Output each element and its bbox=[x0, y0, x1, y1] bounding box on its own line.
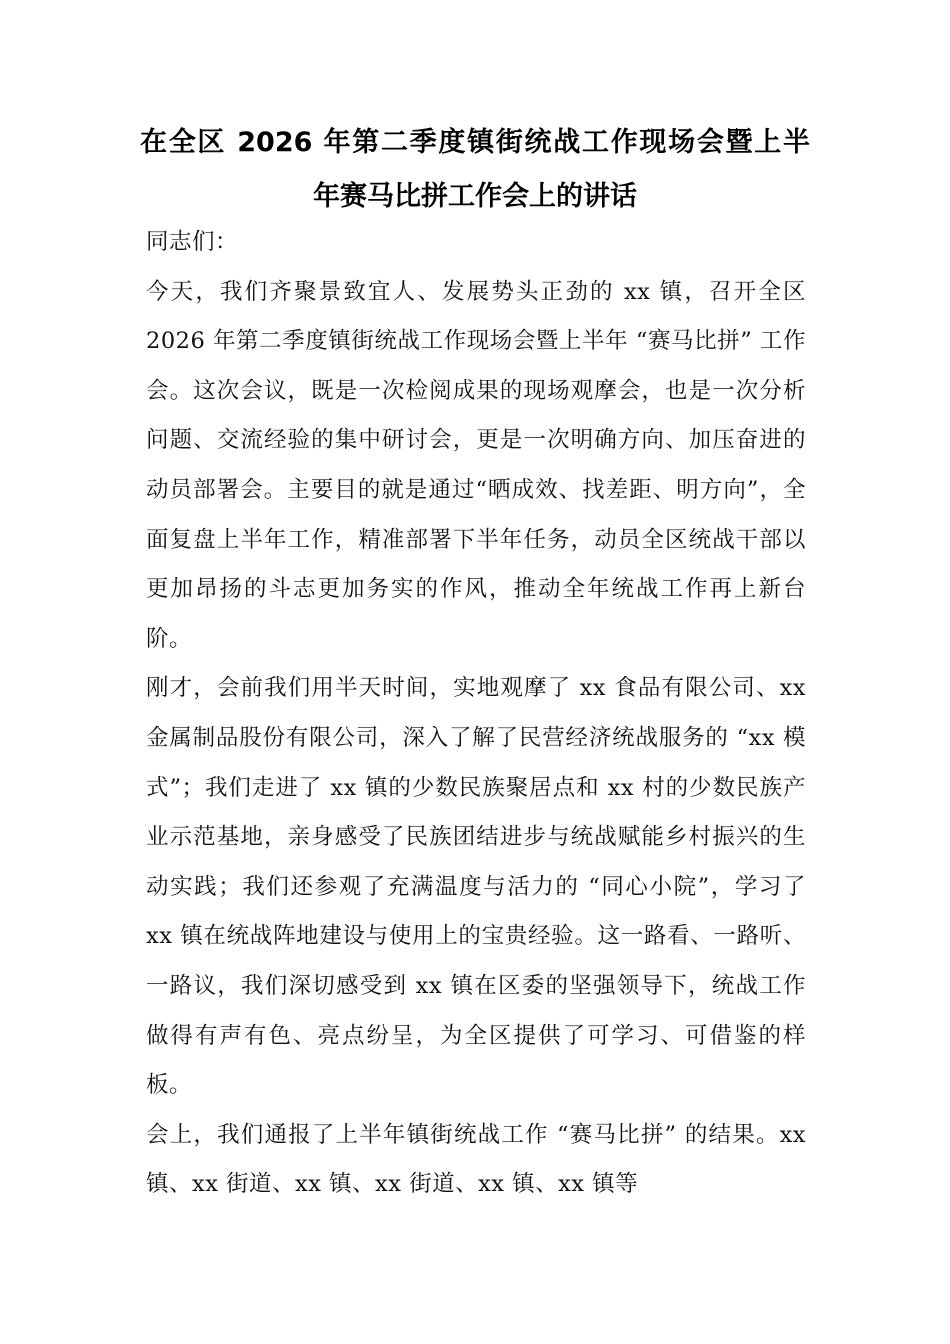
salutation: 同志们： bbox=[146, 229, 239, 255]
document-title bbox=[140, 116, 810, 224]
paragraph-3: 会上，我们通报了上半年镇街统战工作 “赛马比拼” 的结果。xx 镇、xx 街道、xx 镇、xx 街道、xx 镇、xx 镇等 bbox=[146, 1121, 806, 1198]
paragraph-2: 刚才，会前我们用半天时间，实地观摩了 xx 食品有限公司、xx 金属制品股份有限公司，深入了解了民营经济统战服务的 “xx 模式”；我们走进了 xx 镇的少数民族聚居点和 xx 村的少数民族产业示范基地，亲身感受了民族团结进步与统战赋能乡村振兴的生动实践；我们还参观了充满温度与活力的 “同心小院”，学习了 xx 镇在统战阵地建设与使用上的宝贵经验。这一路看、一路听、一路议，我们深切感受到 xx 镇在区委的坚强领导下，统战工作做得有声有色、亮点纷呈，为全区提供了可学习、可借鉴的样板。 bbox=[146, 675, 806, 1099]
title-line-1: 在全区 2026 年第二季度镇街统战工作现场会暨上半 bbox=[140, 127, 810, 158]
title-line-2: 年赛马比拼工作会上的讲话 bbox=[313, 181, 637, 212]
document-body bbox=[146, 218, 806, 1210]
paragraph-1: 今天，我们齐聚景致宜人、发展势头正劲的 xx 镇，召开全区 2026 年第二季度镇街统战工作现场会暨上半年 “赛马比拼” 工作会。这次会议，既是一次检阅成果的现场观摩会，也是一次分析问题、交流经验的集中研讨会，更是一次明确方向、加压奋进的动员部署会。主要目的就是通过“晒成效、找差距、明方向”，全面复盘上半年工作，精准部署下半年任务，动员全区统战干部以更加昂扬的斗志更加务实的作风，推动全年统战工作再上新台阶。 bbox=[146, 278, 806, 652]
